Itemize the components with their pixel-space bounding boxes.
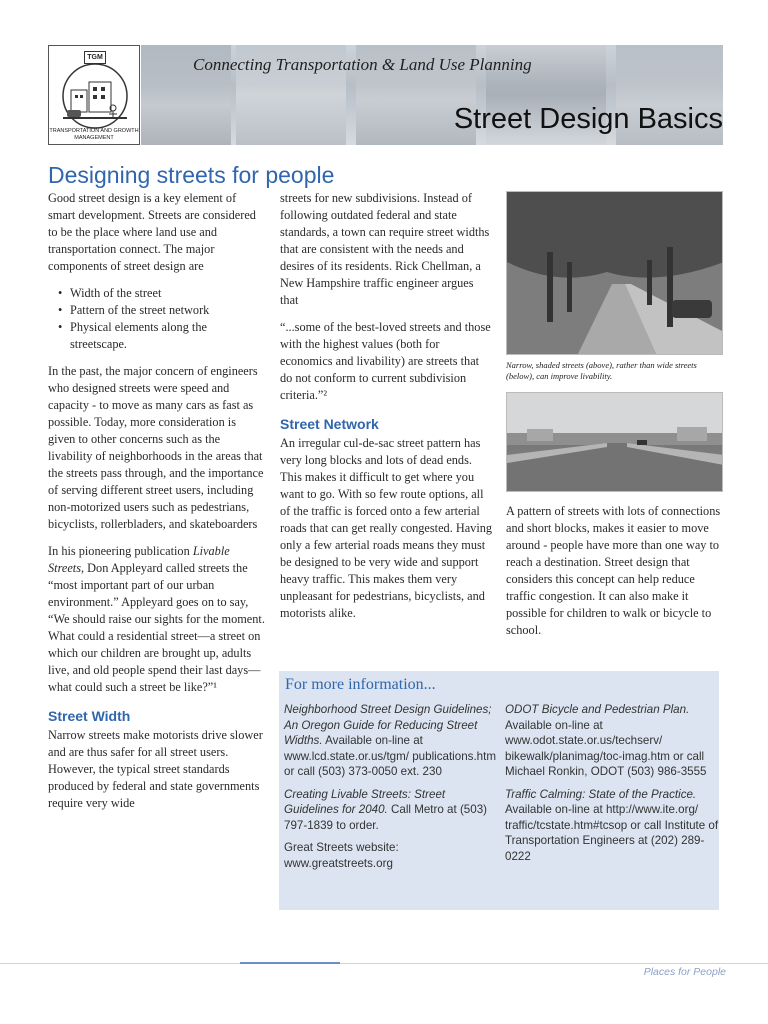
resource-entry <box>284 840 499 871</box>
list-item: • Pattern of the street network <box>58 302 266 319</box>
resource-details: Great Streets website: www.greatstreets.org <box>284 841 399 870</box>
appleyard-post: , Don Appleyard called streets the “most important part of our urban environment.” Appleyard goes on to say, “We should raise our sights for the moment. What could a residential street—a street on which our children are brought up, adults live, and old people spend their last days—what could such a street be like?”¹ <box>48 561 265 694</box>
resource-entry <box>505 702 719 780</box>
resource-entry <box>284 787 499 834</box>
photo-caption: Narrow, shaded streets (above), rather than wide streets (below), can improve livability. <box>506 360 697 381</box>
more-info-box <box>279 671 719 910</box>
narrow-street-photo <box>506 191 723 355</box>
main-heading: Designing streets for people <box>48 162 335 188</box>
footer-text: Places for People <box>643 966 726 978</box>
info-column-right <box>505 702 719 871</box>
info-column-left <box>284 702 499 878</box>
resource-title: Neighborhood Street Design Guidelines; An Oregon Guide for Reducing Street Widths. <box>284 703 492 747</box>
resource-entry <box>505 787 719 865</box>
tree-lined-street-image <box>507 192 723 355</box>
history-paragraph: In the past, the major concern of engineers who designed streets were speed and capacity - to move as many cars as fast as possible. Today, more consideration is given to other concerns such as the livability of neighborhoods in the areas that the streets pass through, and the importance of serving different street users, including non-motorized users such as pedestrians, bicyclists, rollerbladers, and skateboarders <box>48 364 264 531</box>
street-network-heading: Street Network <box>280 416 379 432</box>
wide-street-photo <box>506 392 723 492</box>
appleyard-paragraph <box>48 543 266 696</box>
more-info-title: For more information... <box>285 676 436 693</box>
wide-street-image <box>507 393 723 492</box>
subdivision-paragraph: streets for new subdivisions. Instead of following outdated federal and state standards, a town can require street widths that are consistent with the needs and desires of its residents. Rick Chellman, a New Hampshire traffic engineer argues that <box>280 191 490 307</box>
street-width-heading: Street Width <box>48 708 131 724</box>
resource-title: Creating Livable Streets: Street Guidelines for 2040. <box>284 787 446 816</box>
logo-illustration-icon <box>49 60 140 130</box>
livable-streets-title: Livable Streets <box>48 544 230 575</box>
appleyard-pre: In his pioneering publication <box>48 544 193 558</box>
banner-subtitle: Connecting Transportation & Land Use Planning <box>193 55 532 74</box>
street-width-paragraph: Narrow streets make motorists drive slower and are thus safer for all street users. However, the typical street standards produced by federal and state governments require very wide <box>48 728 263 810</box>
banner-collage <box>141 45 723 145</box>
resource-details: Available on-line at www.lcd.state.or.us/tgm/ publications.htm or call (503) 373-0050 ext. 230 <box>284 734 496 778</box>
list-item: • Physical elements along the streetscape. <box>58 319 266 353</box>
resource-entry <box>284 702 499 780</box>
intro-paragraph: Good street design is a key element of smart development. Streets are considered to be the place where land use and transportation connect. The major components of street design are <box>48 191 256 273</box>
street-pattern-paragraph: A pattern of streets with lots of connections and short blocks, makes it easier to move around - people have more than one way to reach a destination. Street design that considers this concept can help reduce traffic congestion. It can also make it possible for children to walk or bicycle to school. <box>506 504 721 637</box>
resource-details: Available on-line at http://www.ite.org/ traffic/tcstate.htm#tcsop or call Institute of Transportation Engineers at (202) 289-0222 <box>505 803 719 863</box>
components-list <box>58 285 266 353</box>
list-item: • Width of the street <box>58 285 266 302</box>
resource-title: ODOT Bicycle and Pedestrian Plan. <box>505 703 690 716</box>
chellman-quote: “...some of the best-loved streets and those with the highest values (both for economics and livability) are streets that do not conform to current subdivision criteria.”² <box>280 320 491 402</box>
resource-details: Available on-line at www.odot.state.or.us/techserv/ bikewalk/planimag/toc-imag.htm or call Michael Ronkin, ODOT (503) 986-3555 <box>505 718 707 778</box>
resource-details: Call Metro at (503) 797-1839 to order. <box>284 803 488 832</box>
logo-tag: TGM <box>84 51 106 64</box>
column-2 <box>280 190 494 632</box>
page-title: Street Design Basics <box>453 103 723 135</box>
resource-title: Traffic Calming: State of the Practice. <box>505 787 697 801</box>
column-1 <box>48 190 266 822</box>
footer-divider <box>0 963 768 964</box>
column-3 <box>506 503 724 649</box>
street-network-paragraph: An irregular cul-de-sac street pattern has very long blocks and lots of dead ends. This makes it difficult to get where you want to go. With so few route options, all of the traffic is forced onto a few arterial roads that can get really congested. Having only a few arterial roads means they must be designed to be very wide and support heavy traffic. This makes them very unpleasant for pedestrians, bicyclists, and motorists alike. <box>280 436 493 620</box>
logo-caption: TRANSPORTATION AND GROWTH MANAGEMENT <box>49 128 139 141</box>
footer-accent <box>240 962 340 964</box>
header-banner <box>48 45 723 150</box>
tgm-logo <box>48 45 140 145</box>
